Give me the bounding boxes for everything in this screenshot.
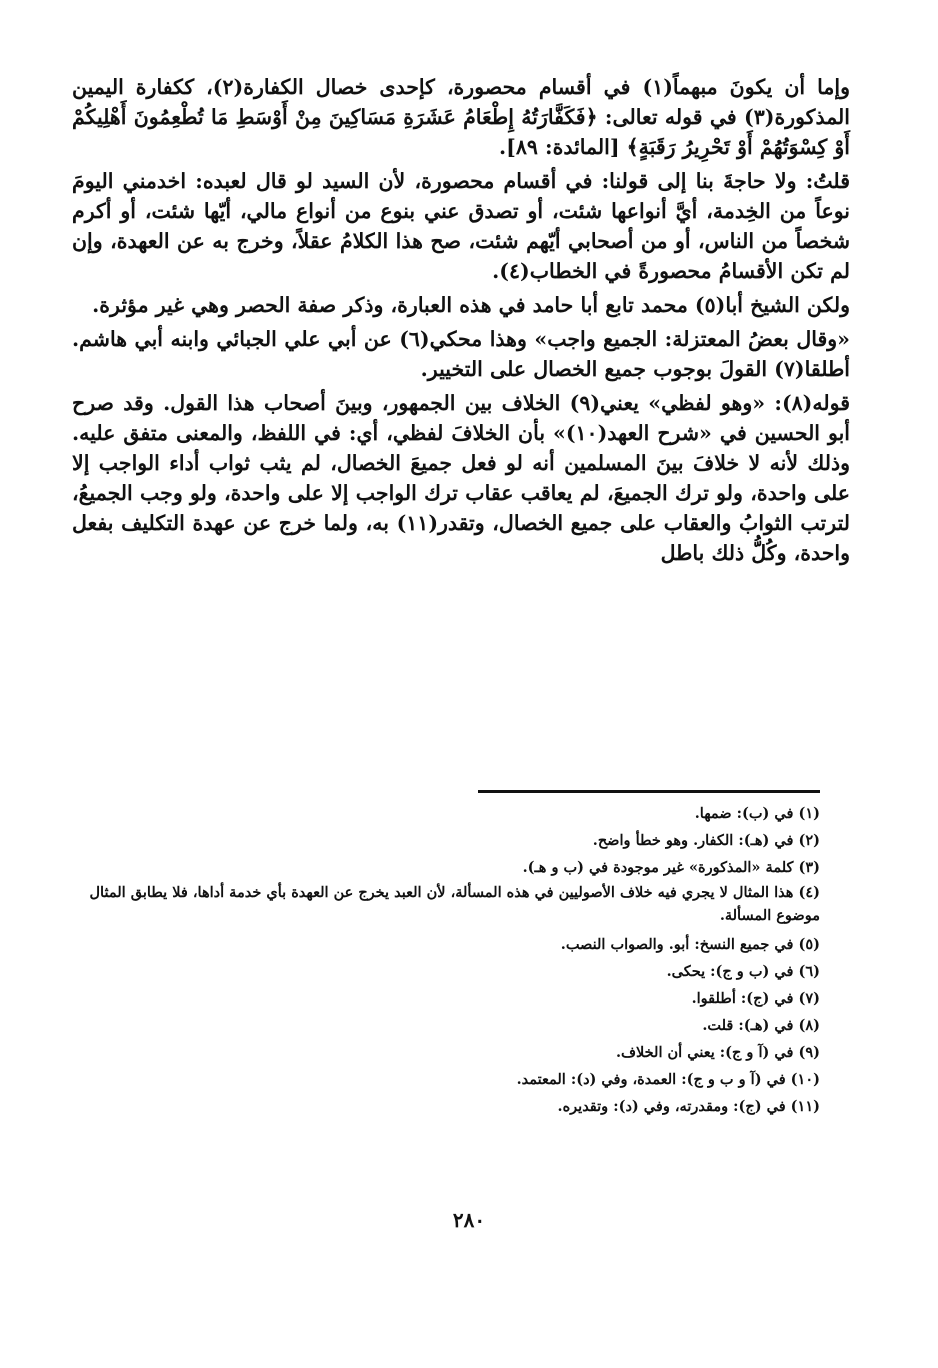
footnote: (٥) في جميع النسخ: أبو. والصواب النصب.: [560, 936, 820, 953]
footnote: (٩) في (آ و ج): يعني أن الخلاف.: [615, 1044, 820, 1061]
footnote-separator: [478, 790, 820, 793]
footnote: (٦) في (ب و ج): يحكى.: [666, 963, 820, 980]
footnote: (١) في (ب): ضمها.: [694, 805, 820, 822]
footnote: (٣) كلمة «المذكورة» غير موجودة في (ب و هـ).: [522, 859, 820, 876]
paragraph: قلتُ: ولا حاجةَ بنا إلى قولنا: في أقسام محصورة، لأن السيد لو قال لعبده: اخدمني اليومَ نوعاً من الخِدمة، أيَّ أنواعها شئت، أو تصدق عني بنوع من أنواع مالي، أيّها شئت، أو أكرم شخصاً من الناس، أو من أصحابي أيّهم شئت، صح هذا الكلامُ عقلاً، وخرج به عن العهدة، وإن لم تكن الأقسامُ محصورةً في الخطاب(٤).: [72, 169, 850, 283]
footnote: (٢) في (هـ): الكفار. وهو خطأ واضح.: [592, 832, 820, 849]
paragraph: قوله(٨): «وهو لفظي» يعني(٩) الخلاف بين الجمهور، وبينَ أصحاب هذا القول. وقد صرح أبو الحسين في «شرح العهد(١٠)» بأن الخلافَ لفظي، أي: في اللفظ، والمعنى متفق عليه. وذلك لأنه لا خلافَ بينَ المسلمين أنه لو فعل جميعَ الخصال، لم يثب ثواب أداء الواجب إلا على واحدة، ولو ترك الجميعَ، لم يعاقب عقاب ترك الواجب إلا على واحدة، ولو وجب الجميعُ، لترتب الثوابُ والعقاب على جميع الخصال، وتقدر(١١) به، ولما خرج عن عهدة التكليف بفعل واحدة، وكُلُّ ذلك باطل: [72, 391, 851, 565]
paragraph: ولكن الشيخ أبا(٥) محمد تابع أبا حامد في هذه العبارة، وذكر صفة الحصر وهي غير مؤثرة.: [92, 293, 850, 317]
paragraph: وإما أن يكونَ مبهماً(١) في أقسام محصورة، كإحدى خصال الكفارة(٢)، ككفارة اليمين المذكورة(٣) في قوله تعالى: ﴿فَكَفَّارَتُهُ إِطْعَامُ عَشَرَةِ مَسَاكِينَ مِنْ أَوْسَطِ مَا تُطْعِمُونَ أَهْلِيكُمْ أَوْ كِسْوَتُهُمْ أَوْ تَحْرِيرُ رَقَبَةٍ﴾ [المائدة: ٨٩].: [72, 75, 850, 159]
page-number: ٢٨٠: [452, 1208, 486, 1232]
footnotes: [78, 800, 820, 1120]
paragraph: «وقال بعضُ المعتزلة: الجميع واجب» وهذا محكي(٦) عن أبي علي الجبائي وابنه أبي هاشم. أطلقا(٧) القولَ بوجوب جميع الخصال على التخيير.: [72, 327, 850, 381]
footnote: (١١) في (ج): ومقدرته، وفي (د): وتقديره.: [557, 1098, 820, 1115]
footnote: (٤) هذا المثال لا يجري فيه خلاف الأصوليين في هذه المسألة، لأن العبد يخرج عن العهدة بأي خدمة أداها، فلا يطابق المثال موضوع المسألة.: [89, 884, 820, 924]
footnote: (٧) في (ج): أطلقوا.: [691, 990, 820, 1007]
footnote: (١٠) في (آ و ب و ج): العمدة، وفي (د): المعتمد.: [516, 1071, 820, 1088]
main-text: [72, 72, 850, 572]
footnote: (٨) في (هـ): قلت.: [702, 1017, 820, 1034]
